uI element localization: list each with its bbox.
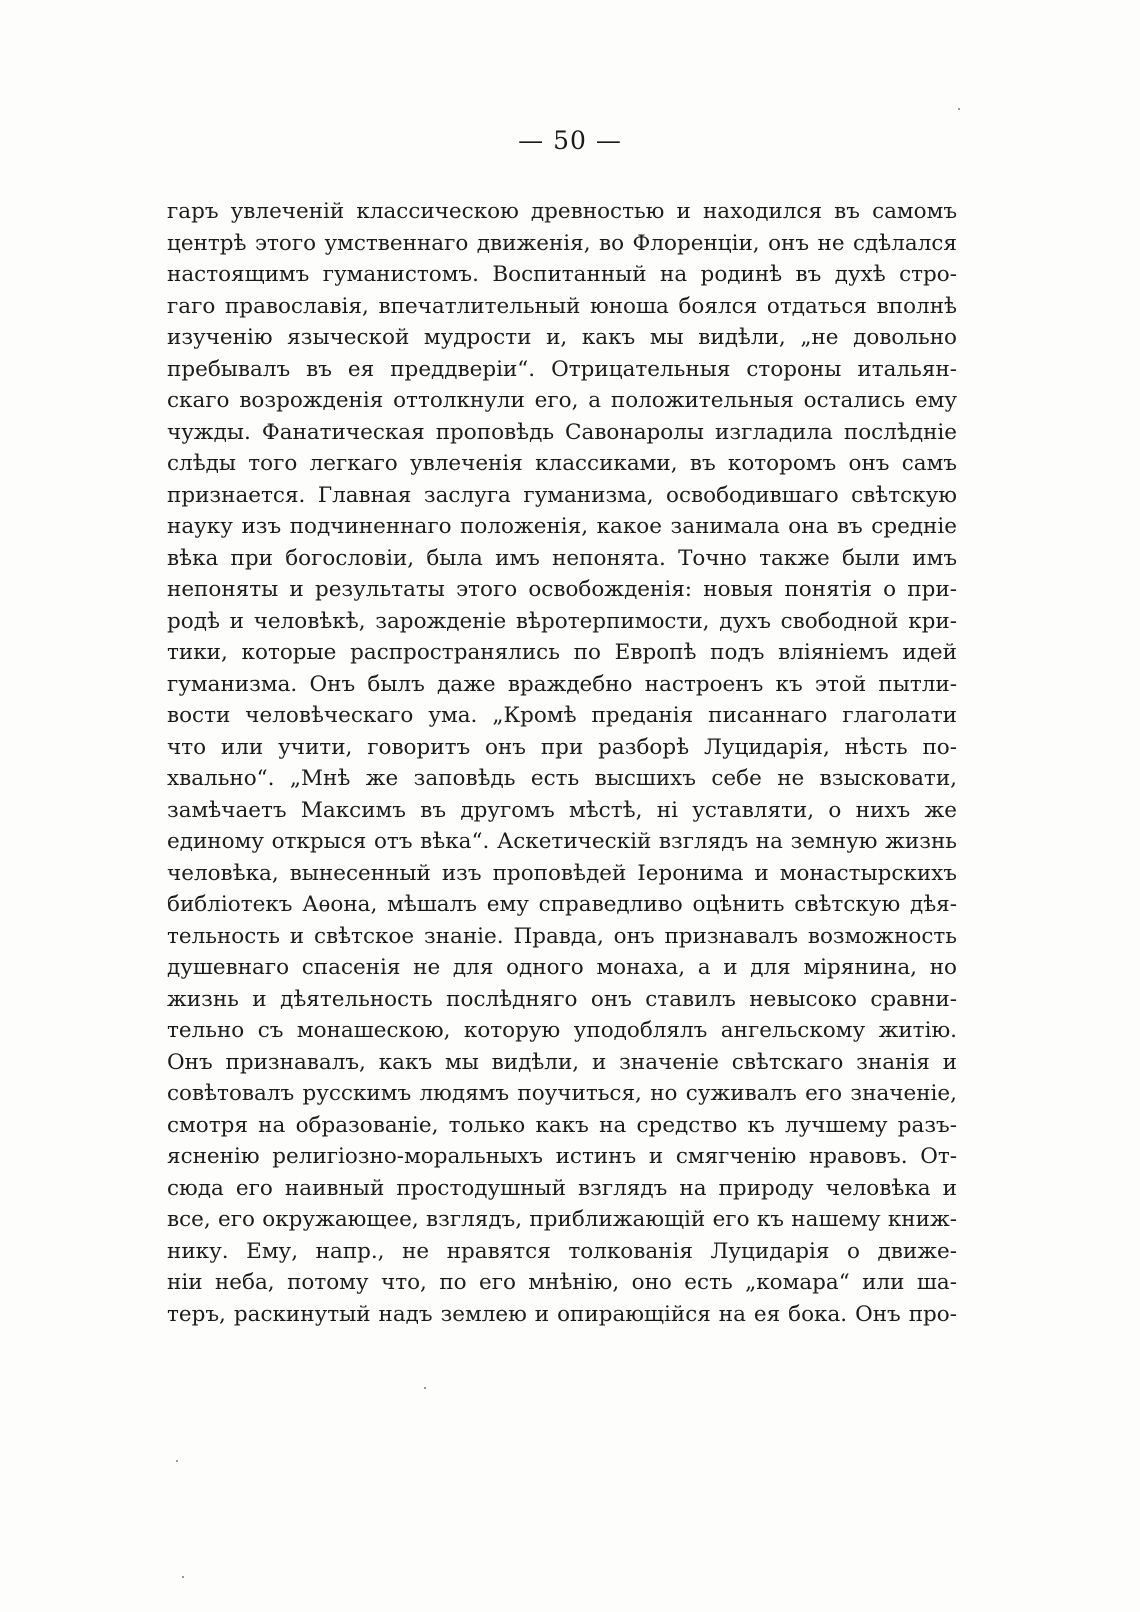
text-line: гуманизма. Онъ былъ даже враждебно настроенъ къ этой пытли- — [167, 671, 957, 697]
text-line: науку изъ подчиненнаго положенія, какое занимала она въ средніе — [167, 514, 957, 539]
text-line: гаго православія, впечатлительный юноша боялся отдаться вполнѣ — [167, 293, 957, 319]
scan-speck — [182, 1576, 184, 1578]
text-line: человѣка, вынесенный изъ проповѣдей Іеронима и монастырскихъ — [167, 860, 957, 886]
scan-speck — [958, 108, 960, 110]
text-line: настоящимъ гуманистомъ. Воспитанный на родинѣ въ духѣ стро- — [167, 262, 957, 287]
scan-speck — [424, 1387, 426, 1389]
page-number: — 50 — — [518, 126, 622, 155]
text-line: родѣ и человѣкѣ, зарожденіе вѣротерпимости, духъ свободной кри- — [167, 608, 957, 634]
text-line: скаго возрожденія оттолкнули его, а положительныя остались ему — [167, 388, 957, 413]
text-line: ніи неба, потому что, по его мнѣнію, оно есть „комара“ или ша- — [167, 1270, 957, 1295]
text-line: гаръ увлеченій классическою древностью и находился въ самомъ — [167, 199, 957, 224]
text-line: центрѣ этого умственнаго движенія, во Флоренціи, онъ не сдѣлался — [167, 230, 957, 256]
text-line: тики, которые распространялись по Европѣ подъ вліяніемъ идей — [167, 640, 957, 665]
text-line: ясненію религіозно-моральныхъ истинъ и смягченію нравовъ. От- — [167, 1144, 957, 1169]
text-line: смотря на образованіе, только какъ на средство къ лучшему разъ- — [167, 1112, 957, 1138]
text-line: вости человѣческаго ума. „Кромѣ преданія писаннаго глаголати — [167, 703, 957, 728]
scan-speck — [176, 1460, 178, 1462]
text-line: тельно съ монашескою, которую уподоблялъ ангельскому житію. — [167, 1018, 957, 1043]
text-line: изученію языческой мудрости и, какъ мы видѣли, „не довольно — [167, 325, 957, 350]
text-line: хвально“. „Мнѣ же заповѣдь есть высшихъ себе не взысковати, — [167, 766, 957, 791]
text-line: теръ, раскинутый надъ землею и опирающійся на ея бока. Онъ про- — [167, 1301, 957, 1327]
text-line: библіотекъ Аѳона, мѣшалъ ему справедливо оцѣнить свѣтскую дѣя- — [167, 892, 957, 917]
text-line: душевнаго спасенія не для одного монаха, а и для мірянина, но — [167, 955, 957, 980]
body-text — [167, 196, 957, 1330]
text-line: совѣтовалъ русскимъ людямъ поучиться, но суживалъ его значеніе, — [167, 1081, 957, 1106]
text-line: замѣчаетъ Максимъ въ другомъ мѣстѣ, ні уставляти, о нихъ же — [167, 797, 957, 823]
text-line: тельность и свѣтское знаніе. Правда, онъ признавалъ возможность — [167, 923, 957, 949]
text-line: пребывалъ въ ея преддверіи“. Отрицательныя стороны итальян- — [167, 356, 957, 382]
text-line: сюда его наивный простодушный взглядъ на природу человѣка и — [167, 1175, 957, 1201]
text-line: что или учити, говоритъ онъ при разборѣ Луцидарія, нѣсть по- — [167, 734, 957, 760]
text-line: слѣды того легкаго увлеченія классиками, въ которомъ онъ самъ — [167, 451, 957, 476]
text-line: жизнь и дѣятельность послѣдняго онъ ставилъ невысоко сравни- — [167, 986, 957, 1012]
text-line: признается. Главная заслуга гуманизма, освободившаго свѣтскую — [167, 482, 957, 508]
text-line: нику. Ему, напр., не нравятся толкованія Луцидарія о движе- — [167, 1238, 957, 1264]
text-line: единому открыся отъ вѣка“. Аскетическій взглядъ на земную жизнь — [167, 829, 957, 854]
text-line: непоняты и результаты этого освобожденія: новыя понятія о при- — [167, 577, 957, 602]
text-line: чужды. Фанатическая проповѣдь Савонаролы изгладила послѣдніе — [167, 419, 957, 445]
text-line: вѣка при богословіи, была имъ непонята. Точно также были имъ — [167, 545, 957, 571]
text-line: Онъ признавалъ, какъ мы видѣли, и значеніе свѣтскаго знанія и — [167, 1049, 957, 1075]
text-line: все, его окружающее, взглядъ, приближающій его къ нашему книж- — [167, 1207, 957, 1232]
